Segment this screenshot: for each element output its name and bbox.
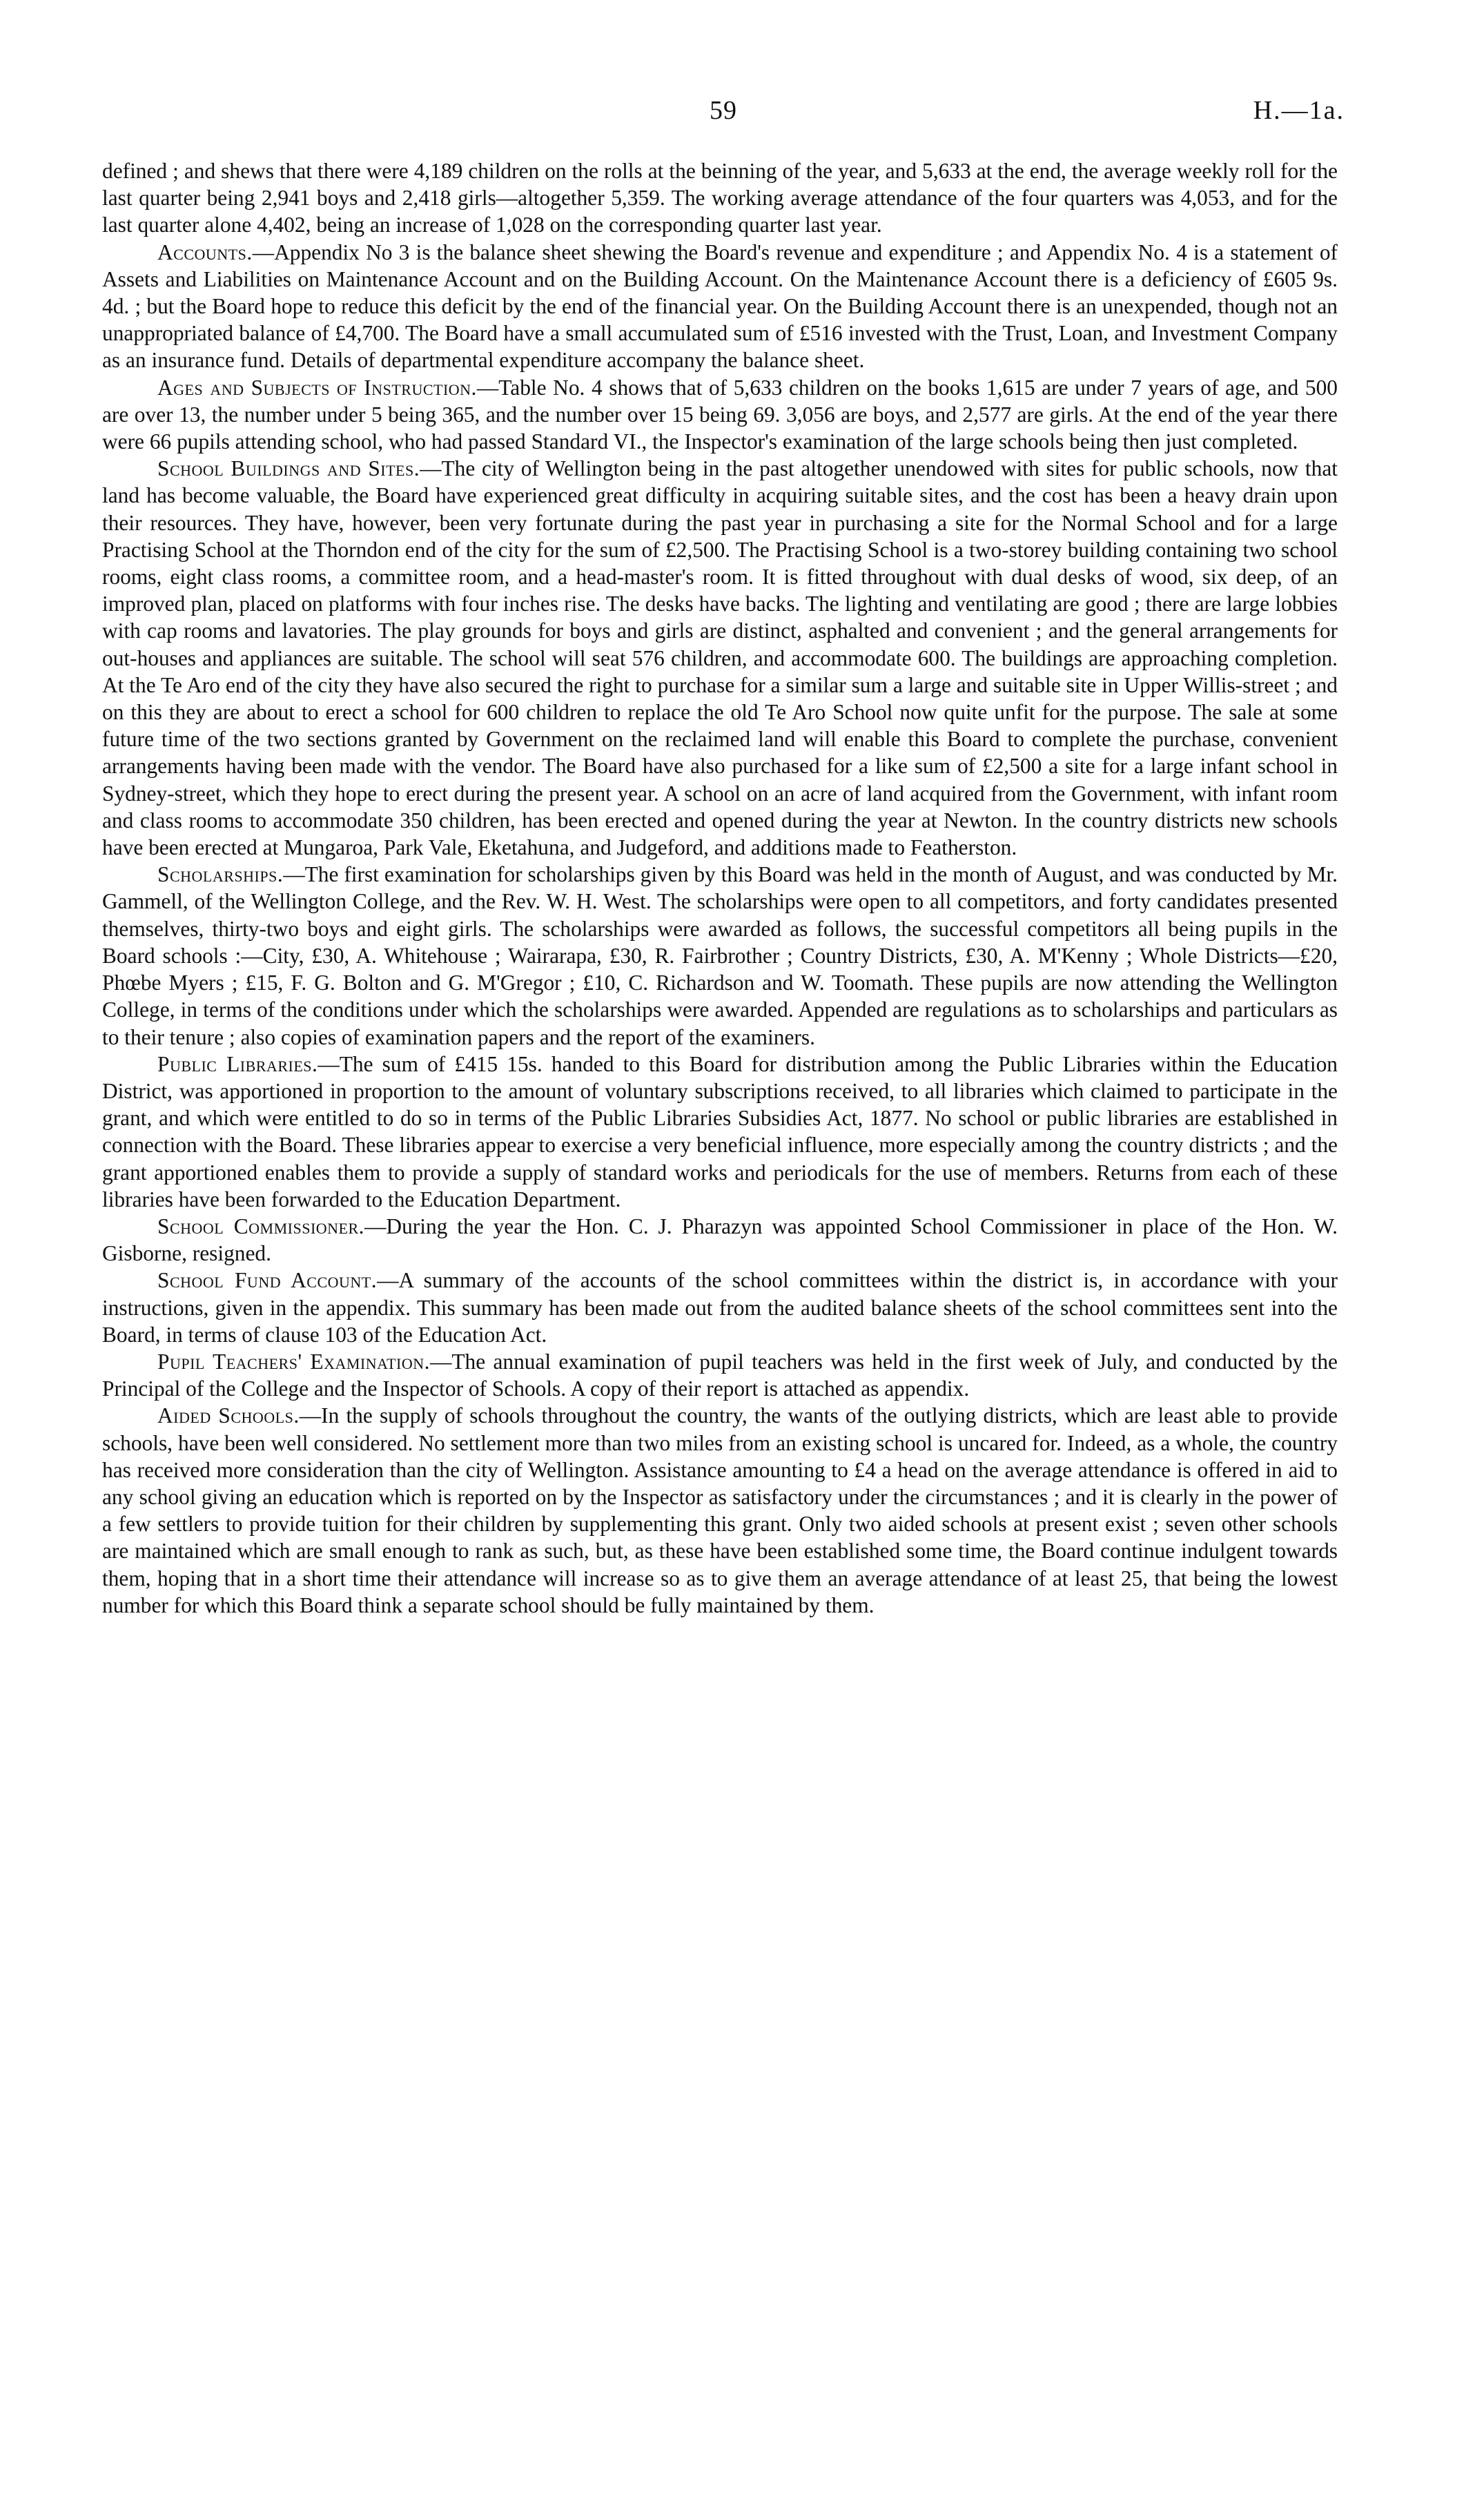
paragraph-school-fund-account: [102, 1267, 1338, 1348]
paragraph-school-buildings: [102, 455, 1338, 861]
paragraph-text: —During the year the Hon. C. J. Pharazyn was appointed School Commissioner in place of the Hon. W. Gisborne, resigned.: [102, 1214, 1338, 1266]
page-header: [102, 95, 1345, 137]
section-heading: Ages and Subjects of Instruction.: [157, 375, 477, 400]
paragraph-text: —The city of Wellington being in the past altogether unendowed with sites for public schools, now that land has become valuable, the Board have experienced great difficulty in acquiring suitable sites, and the cost has been a heavy drain upon their resources. They have, however, been very fortunate during the past year in purchasing a site for the Normal School and for a large Practising School at the Thorndon end of the city for the sum of £2,500. The Practising School is a two-storey building containing two school rooms, eight class rooms, a committee room, and a head-master's room. It is fitted throughout with dual desks of wood, six deep, of an improved plan, placed on platforms with four inches rise. The desks have backs. The lighting and ventilating are good ; there are large lobbies with cap rooms and lavatories. The play grounds for boys and girls are distinct, asphalted and convenient ; and the general arrangements for out-houses and appliances are suitable. The school will seat 576 children, and accommodate 600. The buildings are approaching completion. At the Te Aro end of the city they have also secured the right to purchase for a similar sum a large and suitable site in Upper Willis-street ; and on this they are about to erect a school for 600 children to replace the old Te Aro School now quite unfit for the purpose. The sale at some future time of the two sections granted by Government on the reclaimed land will enable this Board to complete the purchase, convenient arrangements having been made with the vendor. The Board have also purchased for a like sum of £2,500 a site for a large infant school in Sydney-street, which they hope to erect during the present year. A school on an acre of land acquired from the Government, with infant room and class rooms to accommodate 350 children, has been erected and opened during the year at Newton. In the country districts new schools have been erected at Mungaroa, Park Vale, Eketahuna, and Judgeford, and additions made to Featherston.: [102, 456, 1338, 860]
paragraph-text: —Appendix No 3 is the balance sheet shewing the Board's revenue and expenditure ; and Appendix No. 4 is a statement of Assets and Liabilities on Maintenance Account and on the Building Account. On the Maintenance Account there is a deficiency of £605 9s. 4d. ; but the Board hope to reduce this deficit by the end of the financial year. On the Building Account there is an unexpended, though not an unappropriated balance of £4,700. The Board have a small accumulated sum of £516 invested with the Trust, Loan, and Investment Company as an insurance fund. Details of departmental expenditure accompany the balance sheet.: [102, 240, 1338, 373]
paragraph-text: —The annual examination of pupil teachers was held in the first week of July, and conducted by the Principal of the College and the Inspector of Schools. A copy of their report is attached as appendix.: [102, 1349, 1338, 1401]
paragraph-text: —The sum of £415 15s. handed to this Board for distribution among the Public Libraries within the Education District, was apportioned in proportion to the amount of voluntary subscriptions received, to all libraries which claimed to participate in the grant, and which were entitled to do so in terms of the Public Libraries Subsidies Act, 1877. No school or public libraries are established in connection with the Board. These libraries appear to exercise a very beneficial influence, more especially among the country districts ; and the grant apportioned enables them to provide a supply of standard works and periodicals for the use of members. Returns from each of these libraries have been forwarded to the Education Department.: [102, 1051, 1338, 1211]
paragraph-school-commissioner: [102, 1213, 1338, 1267]
paragraph-public-libraries: [102, 1051, 1338, 1213]
paragraph-aided-schools: [102, 1402, 1338, 1619]
paragraph-accounts: [102, 239, 1338, 374]
document-code: H.—1a.: [1253, 96, 1345, 125]
section-heading: Accounts.: [157, 240, 253, 264]
section-heading: Public Libraries.: [157, 1051, 318, 1076]
paragraph-text: —A summary of the accounts of the school committees within the district is, in accordance with your instructions, given in the appendix. This summary has been made out from the audited balance sheets of the school committees sent into the Board, in terms of clause 103 of the Education Act.: [102, 1268, 1338, 1347]
section-heading: School Fund Account.: [157, 1268, 378, 1293]
section-heading: School Commissioner.: [157, 1214, 365, 1238]
paragraph-ages-subjects: [102, 374, 1338, 456]
section-heading: Scholarships.: [157, 862, 284, 887]
report-body: [102, 157, 1338, 1619]
paragraph-text: defined ; and shews that there were 4,189 children on the rolls at the beinning of the year, and 5,633 at the end, the average weekly roll for the last quarter being 2,941 boys and 2,418 girls—altogether 5,359. The working average attendance of the four quarters was 4,053, and for the last quarter alone 4,402, being an increase of 1,028 on the corresponding quarter last year.: [102, 159, 1338, 237]
paragraph-scholarships: [102, 861, 1338, 1050]
section-heading: Pupil Teachers' Examination.: [157, 1349, 430, 1374]
paragraph-text: —The first examination for scholarships given by this Board was held in the month of August, and was conducted by Mr. Gammell, of the Wellington College, and the Rev. W. H. West. The scholarships were open to all competitors, and forty candidates presented themselves, thirty-two boys and eight girls. The scholarships were awarded as follows, the successful competitors all being pupils in the Board schools :—City, £30, A. Whitehouse ; Wairarapa, £30, R. Fairbrother ; Country Districts, £30, A. M'Kenny ; Whole Districts—£20, Phœbe Myers ; £15, F. G. Bolton and G. M'Gregor ; £10, C. Richardson and W. Toomath. These pupils are now attending the Wellington College, in terms of the conditions under which the scholarships were awarded. Appended are regulations as to scholarships and particulars as to their tenure ; also copies of examination papers and the report of the examiners.: [102, 862, 1338, 1049]
paragraph-pupil-teachers-exam: [102, 1348, 1338, 1402]
page-number: 59: [710, 96, 737, 125]
section-heading: Aided Schools.: [157, 1403, 300, 1428]
paragraph-text: —Table No. 4 shows that of 5,633 children on the books 1,615 are under 7 years of age, and 500 are over 13, the number under 5 being 365, and the number over 15 being 69. 3,056 are boys, and 2,577 are girls. At the end of the year there were 66 pupils attending school, who had passed Standard VI., the Inspector's examination of the large schools being then just completed.: [102, 375, 1338, 454]
paragraph-text: —In the supply of schools throughout the country, the wants of the outlying districts, which are least able to provide schools, have been well considered. No settlement more than two miles from an existing school is uncared for. Indeed, as a whole, the country has received more consideration than the city of Wellington. Assistance amounting to £4 a head on the average attendance is offered in aid to any school giving an education which is reported on by the Inspector as satisfactory under the circumstances ; and it is clearly in the power of a few settlers to provide tuition for their children by supplementing this grant. Only two aided schools at present exist ; seven other schools are maintained which are small enough to rank as such, but, as these have been established some time, the Board continue indulgent towards them, hoping that in a short time their attendance will increase so as to give them an average attendance of at least 25, that being the lowest number for which this Board think a separate school should be fully maintained by them.: [102, 1403, 1338, 1617]
section-heading: School Buildings and Sites.: [157, 456, 420, 481]
paragraph-enrolment: [102, 157, 1338, 239]
